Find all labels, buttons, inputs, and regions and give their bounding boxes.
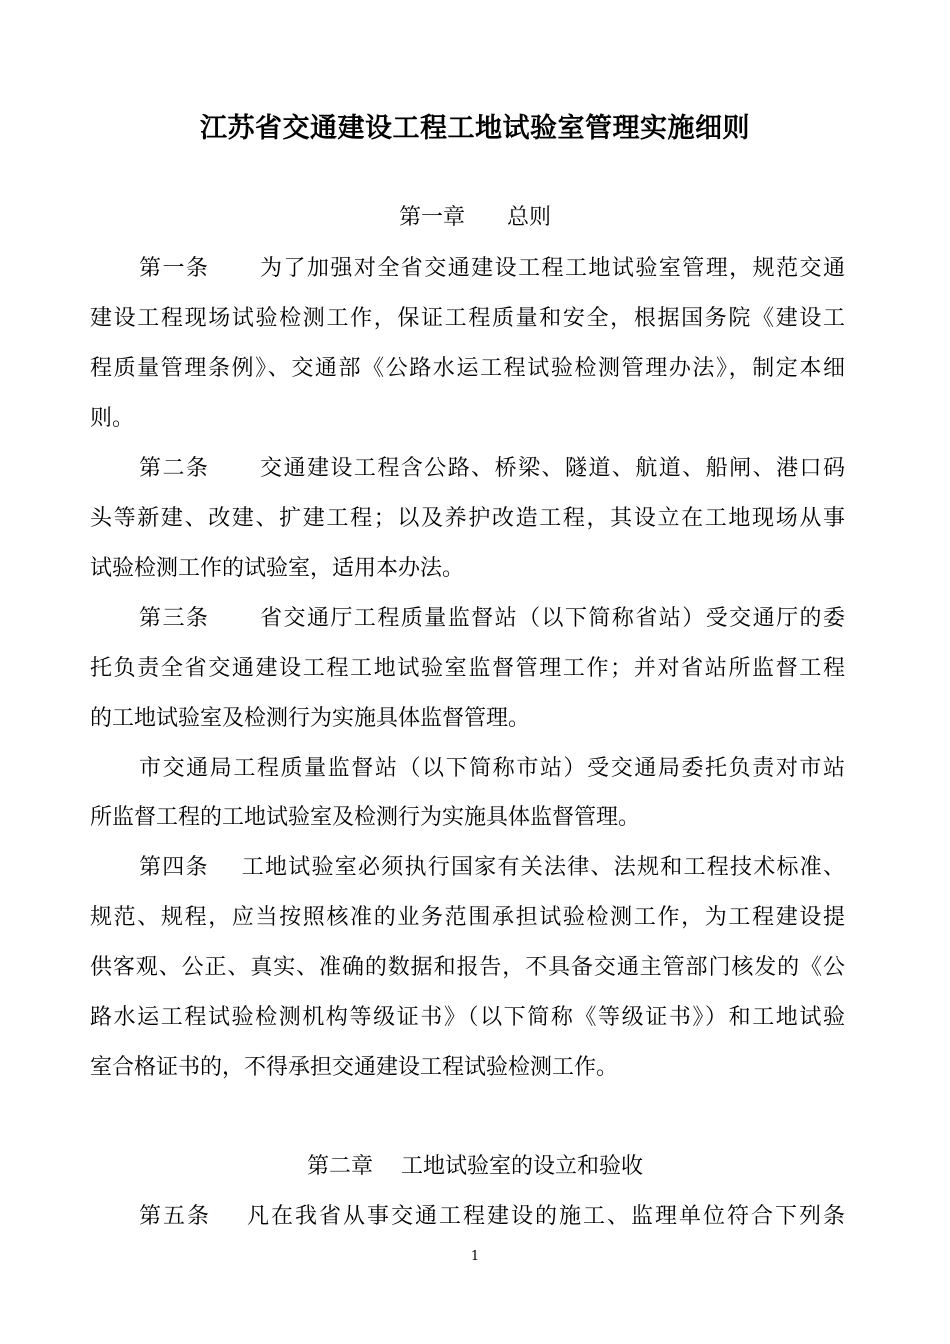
text-line: 的工地试验室及检测行为实施具体监督管理。 (90, 706, 531, 731)
text-line: 路水运工程试验检测机构等级证书》（以下简称《等级证书》）和工地试验 (90, 1005, 845, 1030)
text-line: 第一条 为了加强对全省交通建设工程工地试验室管理，规范交通 (139, 256, 845, 281)
text-line: 托负责全省交通建设工程工地试验室监督管理工作；并对省站所监督工程 (90, 656, 845, 681)
document-title: 江苏省交通建设工程工地试验室管理实施细则 (200, 113, 750, 144)
text-line: 第三条 省交通厅工程质量监督站（以下简称省站）受交通厅的委 (139, 606, 845, 631)
text-line: 第二条 交通建设工程含公路、桥梁、隧道、航道、船闸、港口码 (139, 456, 845, 481)
chapter-2-heading: 第二章 工地试验室的设立和验收 (307, 1154, 643, 1179)
text-line: 规范、规程，应当按照核准的业务范围承担试验检测工作，为工程建设提 (90, 905, 845, 930)
text-line: 所监督工程的工地试验室及检测行为实施具体监督管理。 (90, 805, 641, 830)
text-line: 头等新建、改建、扩建工程；以及养护改造工程，其设立在工地现场从事 (90, 506, 845, 531)
page-number: 1 (470, 1249, 480, 1264)
text-line: 程质量管理条例》、交通部《公路水运工程试验检测管理办法》，制定本细 (90, 356, 845, 381)
text-line: 第四条 工地试验室必须执行国家有关法律、法规和工程技术标准、 (139, 855, 845, 880)
text-line: 供客观、公正、真实、准确的数据和报告，不具备交通主管部门核发的《公 (90, 955, 845, 980)
text-line: 则。 (90, 406, 135, 431)
text-line: 市交通局工程质量监督站（以下简称市站）受交通局委托负责对市站 (139, 756, 845, 781)
text-line: 试验检测工作的试验室，适用本办法。 (90, 556, 465, 581)
text-line: 第五条 凡在我省从事交通工程建设的施工、监理单位符合下列条 (139, 1204, 845, 1229)
text-line: 室合格证书的，不得承担交通建设工程试验检测工作。 (90, 1055, 619, 1080)
text-line: 建设工程现场试验检测工作，保证工程质量和安全，根据国务院《建设工 (90, 306, 845, 331)
chapter-1-heading: 第一章 总则 (399, 205, 551, 230)
